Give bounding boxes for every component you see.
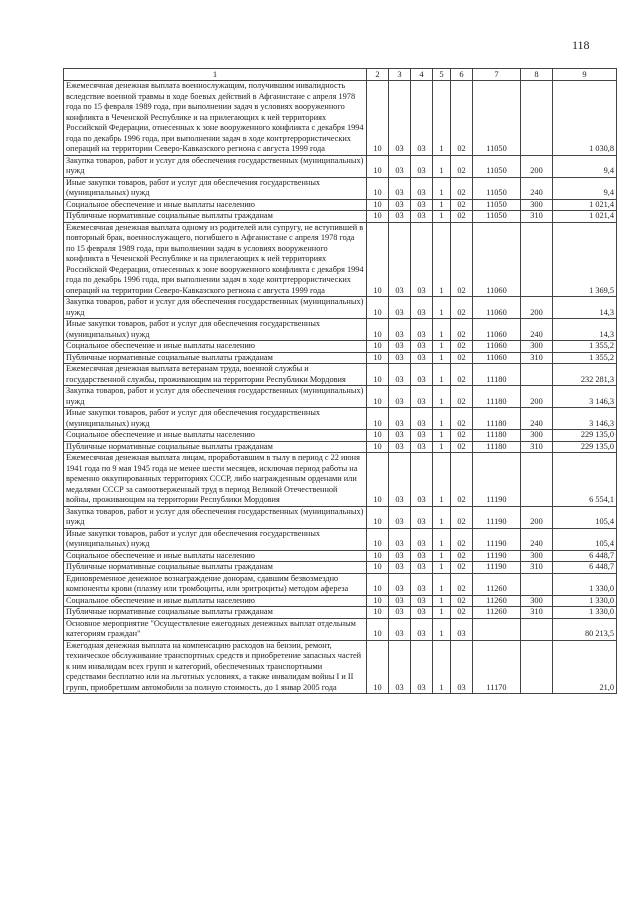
expense-type-code: 310 (521, 562, 553, 574)
amount: 105,4 (553, 528, 617, 550)
event-code: 02 (451, 430, 473, 442)
section-code: 10 (367, 408, 389, 430)
budget-table (63, 68, 617, 694)
subprogram-code: 1 (433, 364, 451, 386)
subprogram-code: 1 (433, 352, 451, 364)
subprogram-code: 1 (433, 341, 451, 353)
direction-code: 11190 (473, 550, 521, 562)
amount: 1 355,2 (553, 352, 617, 364)
amount: 1 330,0 (553, 573, 617, 595)
direction-code: 11060 (473, 352, 521, 364)
direction-code: 11180 (473, 430, 521, 442)
amount: 6 554,1 (553, 453, 617, 507)
table-row (64, 573, 617, 595)
table-row (64, 352, 617, 364)
event-code: 03 (451, 640, 473, 694)
table-row (64, 453, 617, 507)
event-code: 02 (451, 222, 473, 297)
subprogram-code: 1 (433, 618, 451, 640)
column-header: 1 (64, 69, 367, 81)
program-code: 03 (411, 222, 433, 297)
event-code: 02 (451, 297, 473, 319)
amount: 1 330,0 (553, 595, 617, 607)
section-code: 10 (367, 364, 389, 386)
table-row (64, 297, 617, 319)
expense-type-code: 240 (521, 528, 553, 550)
amount: 14,3 (553, 319, 617, 341)
subprogram-code: 1 (433, 640, 451, 694)
column-header: 4 (411, 69, 433, 81)
expense-type-code: 300 (521, 199, 553, 211)
subprogram-code: 1 (433, 222, 451, 297)
expense-type-code: 200 (521, 506, 553, 528)
event-code: 02 (451, 352, 473, 364)
row-description: Публичные нормативные социальные выплаты гражданам (64, 562, 367, 574)
row-description: Публичные нормативные социальные выплаты гражданам (64, 352, 367, 364)
program-code: 03 (411, 155, 433, 177)
direction-code: 11050 (473, 199, 521, 211)
subsection-code: 03 (389, 528, 411, 550)
table-row (64, 441, 617, 453)
table-header-row (64, 69, 617, 81)
row-description: Основное мероприятие "Осуществление ежегодных денежных выплат отдельным категориям граждан" (64, 618, 367, 640)
row-description: Закупка товаров, работ и услуг для обеспечения государственных (муниципальных) нужд (64, 506, 367, 528)
direction-code: 11050 (473, 155, 521, 177)
table-row (64, 211, 617, 223)
event-code: 02 (451, 211, 473, 223)
subprogram-code: 1 (433, 319, 451, 341)
subprogram-code: 1 (433, 177, 451, 199)
subsection-code: 03 (389, 352, 411, 364)
subprogram-code: 1 (433, 562, 451, 574)
table-row (64, 386, 617, 408)
program-code: 03 (411, 441, 433, 453)
direction-code: 11050 (473, 81, 521, 156)
table-row (64, 364, 617, 386)
program-code: 03 (411, 550, 433, 562)
program-code: 03 (411, 430, 433, 442)
subsection-code: 03 (389, 199, 411, 211)
expense-type-code (521, 573, 553, 595)
expense-type-code: 240 (521, 408, 553, 430)
expense-type-code: 310 (521, 352, 553, 364)
section-code: 10 (367, 607, 389, 619)
section-code: 10 (367, 341, 389, 353)
amount: 1 021,4 (553, 211, 617, 223)
program-code: 03 (411, 177, 433, 199)
direction-code: 11060 (473, 341, 521, 353)
subprogram-code: 1 (433, 81, 451, 156)
program-code: 03 (411, 319, 433, 341)
direction-code: 11060 (473, 319, 521, 341)
section-code: 10 (367, 595, 389, 607)
row-description: Ежемесячная денежная выплата лицам, проработавшим в тылу в период с 22 июня 1941 года по 9 мая 1945 года не менее шести месяцев, исключая период работы на временно оккупированных территориях СССР, либо награжденным орденами или медалями СССР за самоотверженный труд в период Великой Отечественной войны, проживающим на территории Республики Мордовия (64, 453, 367, 507)
subprogram-code: 1 (433, 441, 451, 453)
section-code: 10 (367, 319, 389, 341)
row-description: Публичные нормативные социальные выплаты гражданам (64, 607, 367, 619)
section-code: 10 (367, 441, 389, 453)
direction-code: 11060 (473, 222, 521, 297)
row-description: Иные закупки товаров, работ и услуг для обеспечения государственных (муниципальных) нужд (64, 408, 367, 430)
subsection-code: 03 (389, 618, 411, 640)
program-code: 03 (411, 506, 433, 528)
subprogram-code: 1 (433, 506, 451, 528)
expense-type-code: 300 (521, 595, 553, 607)
amount: 1 330,0 (553, 607, 617, 619)
row-description: Социальное обеспечение и иные выплаты населению (64, 550, 367, 562)
direction-code: 11180 (473, 386, 521, 408)
column-header: 9 (553, 69, 617, 81)
direction-code: 11190 (473, 453, 521, 507)
row-description: Публичные нормативные социальные выплаты гражданам (64, 211, 367, 223)
direction-code: 11060 (473, 297, 521, 319)
program-code: 03 (411, 211, 433, 223)
program-code: 03 (411, 453, 433, 507)
program-code: 03 (411, 297, 433, 319)
direction-code: 11190 (473, 528, 521, 550)
program-code: 03 (411, 341, 433, 353)
expense-type-code: 240 (521, 319, 553, 341)
subsection-code: 03 (389, 573, 411, 595)
subprogram-code: 1 (433, 211, 451, 223)
amount: 14,3 (553, 297, 617, 319)
direction-code: 11180 (473, 364, 521, 386)
subprogram-code: 1 (433, 408, 451, 430)
subsection-code: 03 (389, 297, 411, 319)
amount: 9,4 (553, 155, 617, 177)
event-code: 02 (451, 155, 473, 177)
row-description: Иные закупки товаров, работ и услуг для обеспечения государственных (муниципальных) нужд (64, 319, 367, 341)
amount: 21,0 (553, 640, 617, 694)
program-code: 03 (411, 528, 433, 550)
subsection-code: 03 (389, 341, 411, 353)
subsection-code: 03 (389, 640, 411, 694)
table-row (64, 199, 617, 211)
section-code: 10 (367, 386, 389, 408)
table-row (64, 618, 617, 640)
event-code: 03 (451, 618, 473, 640)
expense-type-code: 300 (521, 430, 553, 442)
subprogram-code: 1 (433, 595, 451, 607)
amount: 229 135,0 (553, 441, 617, 453)
program-code: 03 (411, 81, 433, 156)
event-code: 02 (451, 319, 473, 341)
amount: 3 146,3 (553, 408, 617, 430)
subsection-code: 03 (389, 222, 411, 297)
expense-type-code (521, 364, 553, 386)
program-code: 03 (411, 607, 433, 619)
table-row (64, 177, 617, 199)
section-code: 10 (367, 528, 389, 550)
direction-code: 11190 (473, 562, 521, 574)
event-code: 02 (451, 408, 473, 430)
program-code: 03 (411, 386, 433, 408)
subprogram-code: 1 (433, 573, 451, 595)
program-code: 03 (411, 562, 433, 574)
event-code: 02 (451, 386, 473, 408)
table-row (64, 319, 617, 341)
expense-type-code (521, 222, 553, 297)
subsection-code: 03 (389, 177, 411, 199)
subsection-code: 03 (389, 430, 411, 442)
column-header: 2 (367, 69, 389, 81)
event-code: 02 (451, 506, 473, 528)
event-code: 02 (451, 550, 473, 562)
column-header: 8 (521, 69, 553, 81)
expense-type-code: 200 (521, 297, 553, 319)
subprogram-code: 1 (433, 430, 451, 442)
row-description: Закупка товаров, работ и услуг для обеспечения государственных (муниципальных) нужд (64, 155, 367, 177)
row-description: Социальное обеспечение и иные выплаты населению (64, 199, 367, 211)
subsection-code: 03 (389, 386, 411, 408)
row-description: Публичные нормативные социальные выплаты гражданам (64, 441, 367, 453)
amount: 80 213,5 (553, 618, 617, 640)
subsection-code: 03 (389, 364, 411, 386)
expense-type-code: 300 (521, 341, 553, 353)
direction-code: 11260 (473, 595, 521, 607)
expense-type-code: 240 (521, 177, 553, 199)
section-code: 10 (367, 155, 389, 177)
section-code: 10 (367, 573, 389, 595)
section-code: 10 (367, 352, 389, 364)
expense-type-code (521, 618, 553, 640)
section-code: 10 (367, 222, 389, 297)
expense-type-code: 200 (521, 386, 553, 408)
direction-code: 11180 (473, 441, 521, 453)
row-description: Ежемесячная денежная выплата ветеранам труда, военной службы и государственной службы, проживающим на территории Республики Мордовия (64, 364, 367, 386)
event-code: 02 (451, 607, 473, 619)
event-code: 02 (451, 453, 473, 507)
section-code: 10 (367, 430, 389, 442)
amount: 229 135,0 (553, 430, 617, 442)
page-number: 118 (572, 38, 590, 52)
program-code: 03 (411, 618, 433, 640)
direction-code: 11050 (473, 177, 521, 199)
amount: 105,4 (553, 506, 617, 528)
table-row (64, 528, 617, 550)
row-description: Закупка товаров, работ и услуг для обеспечения государственных (муниципальных) нужд (64, 297, 367, 319)
program-code: 03 (411, 364, 433, 386)
subsection-code: 03 (389, 319, 411, 341)
section-code: 10 (367, 562, 389, 574)
table-row (64, 506, 617, 528)
amount: 3 146,3 (553, 386, 617, 408)
subsection-code: 03 (389, 211, 411, 223)
row-description: Ежегодная денежная выплата на компенсацию расходов на бензин, ремонт, техническое обслуживание транспортных средств и приобретение запасных частей к ним инвалидам всех групп и категорий, обеспеченных транспортными средствами бесплатно или на льготных условиях, а также инвалидам войны I и II групп, приобретшим автомобили за полную стоимость, до 1 январ 2005 года (64, 640, 367, 694)
section-code: 10 (367, 177, 389, 199)
table-row (64, 341, 617, 353)
row-description: Социальное обеспечение и иные выплаты населению (64, 430, 367, 442)
event-code: 02 (451, 364, 473, 386)
subprogram-code: 1 (433, 386, 451, 408)
expense-type-code (521, 81, 553, 156)
event-code: 02 (451, 528, 473, 550)
table-row (64, 430, 617, 442)
event-code: 02 (451, 595, 473, 607)
table-row (64, 155, 617, 177)
subprogram-code: 1 (433, 607, 451, 619)
program-code: 03 (411, 573, 433, 595)
amount: 9,4 (553, 177, 617, 199)
row-description: Иные закупки товаров, работ и услуг для обеспечения государственных (муниципальных) нужд (64, 528, 367, 550)
subprogram-code: 1 (433, 155, 451, 177)
row-description: Единовременное денежное вознаграждение донорам, сдавшим безвозмездно компоненты крови (плазму или тромбоциты, или эритроциты) методом афереза (64, 573, 367, 595)
program-code: 03 (411, 199, 433, 211)
amount: 1 355,2 (553, 341, 617, 353)
column-header: 5 (433, 69, 451, 81)
section-code: 10 (367, 618, 389, 640)
section-code: 10 (367, 640, 389, 694)
event-code: 02 (451, 199, 473, 211)
section-code: 10 (367, 211, 389, 223)
section-code: 10 (367, 81, 389, 156)
program-code: 03 (411, 352, 433, 364)
amount: 6 448,7 (553, 562, 617, 574)
subsection-code: 03 (389, 408, 411, 430)
expense-type-code: 200 (521, 155, 553, 177)
direction-code: 11190 (473, 506, 521, 528)
table-row (64, 562, 617, 574)
row-description: Ежемесячная денежная выплата одному из родителей или супругу, не вступившей в повторный брак, военнослужащего, погибшего в Афганистане с апреля 1978 года по 15 февраля 1989 года, при выполнении задач в условиях вооруженного конфликта в Чеченской Республике и на прилегающих к ней территориях Российской Федерации, отнесенных к зоне вооруженного конфликта с декабря 1994 года по декабрь 1996 года, при выполнении задач в ходе контртеррористических операций на территории Северо-Кавказского региона с августа 1999 года (64, 222, 367, 297)
row-description: Социальное обеспечение и иные выплаты населению (64, 595, 367, 607)
program-code: 03 (411, 640, 433, 694)
subprogram-code: 1 (433, 297, 451, 319)
table-row (64, 595, 617, 607)
subsection-code: 03 (389, 81, 411, 156)
subsection-code: 03 (389, 453, 411, 507)
section-code: 10 (367, 550, 389, 562)
expense-type-code (521, 640, 553, 694)
table-row (64, 81, 617, 156)
direction-code: 11170 (473, 640, 521, 694)
subsection-code: 03 (389, 506, 411, 528)
direction-code: 11260 (473, 607, 521, 619)
expense-type-code: 300 (521, 550, 553, 562)
program-code: 03 (411, 408, 433, 430)
event-code: 02 (451, 562, 473, 574)
event-code: 02 (451, 441, 473, 453)
event-code: 02 (451, 81, 473, 156)
direction-code: 11180 (473, 408, 521, 430)
column-header: 7 (473, 69, 521, 81)
table-row (64, 222, 617, 297)
expense-type-code: 310 (521, 441, 553, 453)
subsection-code: 03 (389, 595, 411, 607)
amount: 232 281,3 (553, 364, 617, 386)
event-code: 02 (451, 341, 473, 353)
subsection-code: 03 (389, 607, 411, 619)
event-code: 02 (451, 177, 473, 199)
subprogram-code: 1 (433, 199, 451, 211)
expense-type-code: 310 (521, 607, 553, 619)
amount: 1 021,4 (553, 199, 617, 211)
table-row (64, 607, 617, 619)
amount: 1 369,5 (553, 222, 617, 297)
direction-code (473, 618, 521, 640)
row-description: Закупка товаров, работ и услуг для обеспечения государственных (муниципальных) нужд (64, 386, 367, 408)
table-row (64, 640, 617, 694)
section-code: 10 (367, 297, 389, 319)
expense-type-code: 310 (521, 211, 553, 223)
section-code: 10 (367, 453, 389, 507)
subsection-code: 03 (389, 562, 411, 574)
row-description: Социальное обеспечение и иные выплаты населению (64, 341, 367, 353)
subsection-code: 03 (389, 441, 411, 453)
column-header: 3 (389, 69, 411, 81)
row-description: Иные закупки товаров, работ и услуг для обеспечения государственных (муниципальных) нужд (64, 177, 367, 199)
table-row (64, 550, 617, 562)
subprogram-code: 1 (433, 453, 451, 507)
section-code: 10 (367, 199, 389, 211)
event-code: 02 (451, 573, 473, 595)
direction-code: 11260 (473, 573, 521, 595)
subsection-code: 03 (389, 155, 411, 177)
subprogram-code: 1 (433, 528, 451, 550)
direction-code: 11050 (473, 211, 521, 223)
expense-type-code (521, 453, 553, 507)
amount: 1 030,8 (553, 81, 617, 156)
column-header: 6 (451, 69, 473, 81)
row-description: Ежемесячная денежная выплата военнослужащим, получившим инвалидность вследствие военной травмы в ходе боевых действий в Афганистане с апреля 1978 года по 15 февраля 1989 года, при выполнении задач в условиях вооруженного конфликта в Чеченской Республике и на прилегающих к ней территориях Российской Федерации, отнесенных к зоне вооруженного конфликта с декабря 1994 года по декабрь 1996 года, при выполнении задач в ходе контртеррористических операций на территории Северо-Кавказского региона с августа 1999 года (64, 81, 367, 156)
section-code: 10 (367, 506, 389, 528)
subprogram-code: 1 (433, 550, 451, 562)
table-row (64, 408, 617, 430)
amount: 6 448,7 (553, 550, 617, 562)
program-code: 03 (411, 595, 433, 607)
subsection-code: 03 (389, 550, 411, 562)
